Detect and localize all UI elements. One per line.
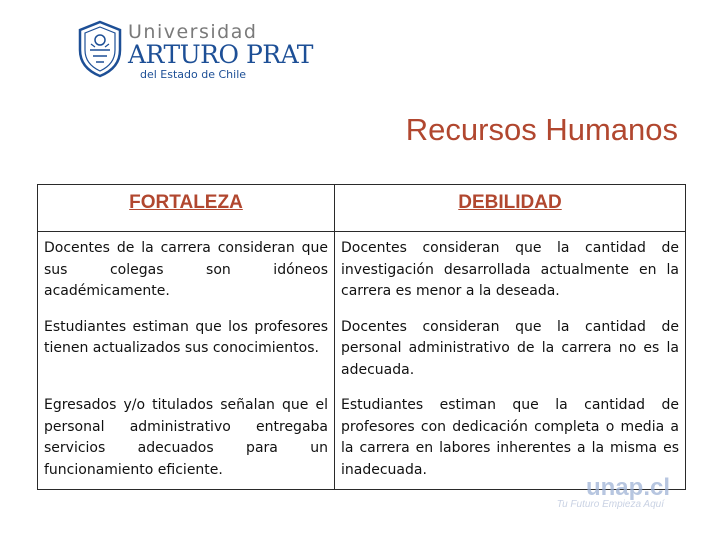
slide-title: Recursos Humanos bbox=[405, 112, 678, 147]
table-row bbox=[38, 232, 686, 311]
unap-watermark bbox=[558, 474, 676, 514]
strength-cell: Egresados y/o titulados señalan que el personal administrativo entregaba servicios adecuados para un funcionamiento eficiente. bbox=[38, 389, 335, 490]
weakness-cell: Docentes consideran que la cantidad de investigación desarrollada actualmente en la carrera es menor a la deseada. bbox=[335, 232, 686, 311]
logo-university-name: ARTURO PRAT bbox=[128, 40, 313, 69]
strength-cell: Docentes de la carrera consideran que sus colegas son idóneos académicamente. bbox=[38, 232, 335, 311]
strengths-weaknesses-table bbox=[37, 184, 686, 490]
table-row bbox=[38, 311, 686, 390]
logo-university-word: Universidad bbox=[128, 21, 258, 43]
header-debilidad: DEBILIDAD bbox=[335, 185, 686, 232]
header-fortaleza: FORTALEZA bbox=[38, 185, 335, 232]
table-header-row bbox=[38, 185, 686, 232]
weakness-cell: Estudiantes estiman que la cantidad de profesores con dedicación completa o media a la carrera en labores inherentes a la misma es inadecuada. bbox=[335, 389, 686, 490]
university-seal-icon bbox=[76, 20, 124, 78]
weakness-cell: Docentes consideran que la cantidad de personal administrativo de la carrera no es la adecuada. bbox=[335, 311, 686, 390]
watermark-site: unap.cl bbox=[585, 474, 670, 501]
watermark-tagline: Tu Futuro Empieza Aquí bbox=[556, 499, 664, 510]
university-logo bbox=[128, 22, 313, 82]
header bbox=[0, 0, 720, 104]
logo-subtitle: del Estado de Chile bbox=[140, 68, 247, 81]
strength-cell: Estudiantes estiman que los profesores tienen actualizados sus conocimientos. bbox=[38, 311, 335, 390]
